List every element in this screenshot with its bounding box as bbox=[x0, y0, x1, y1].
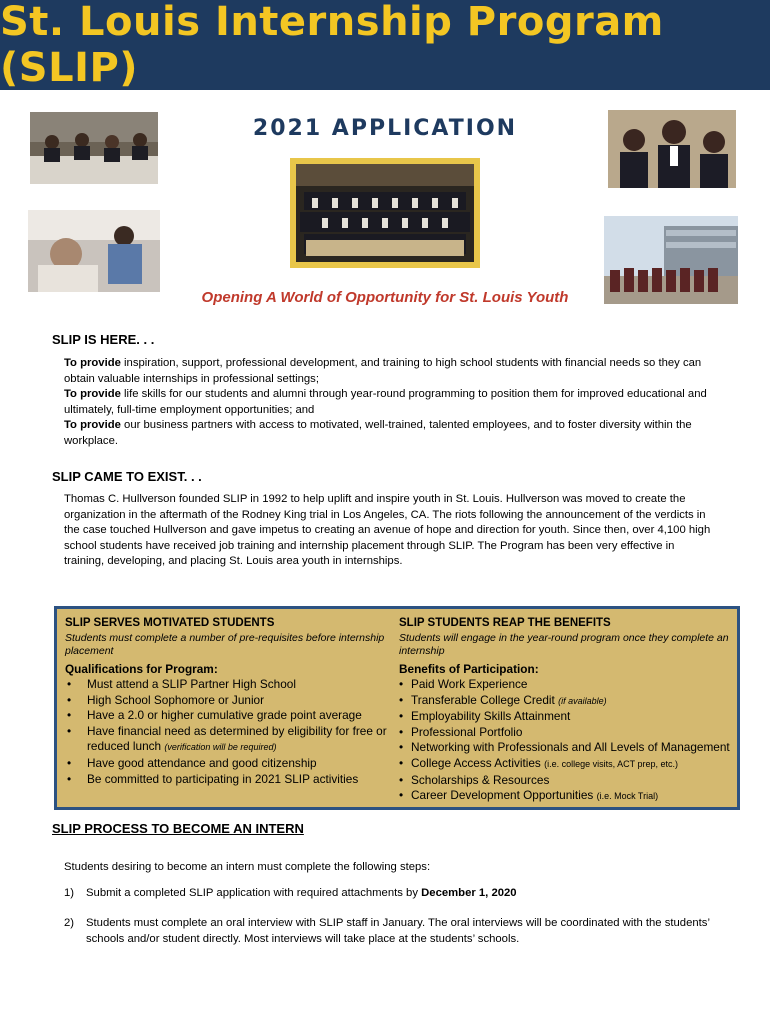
tagline: Opening A World of Opportunity for St. Louis Youth bbox=[201, 289, 569, 306]
process-step-1: 1) Submit a completed SLIP application with required attachments by December 1, 2020 bbox=[64, 886, 724, 902]
benefits-column bbox=[399, 615, 737, 805]
qualifications-label: Qualifications for Program: bbox=[65, 662, 218, 676]
purpose-item-1: To provide inspiration, support, professional development, and training to high school students with financial needs so they can obtain valuable internships in professional settings; bbox=[64, 357, 702, 385]
benefits-subtitle: Students will engage in the year-round program once they complete an internship bbox=[399, 632, 729, 657]
list-item: • Transferable College Credit (if available) bbox=[399, 693, 737, 710]
list-item: • Must attend a SLIP Partner High School bbox=[65, 677, 395, 693]
list-item: • Have good attendance and good citizenship bbox=[65, 756, 395, 772]
process-step-2: 2) Students must complete an oral interview with SLIP staff in January. The oral interviews will be coordinated with the students’ schools and/or student directly. Most interviews will take place at the students’ schools. bbox=[64, 917, 710, 945]
list-item: • Have financial need as determined by eligibility for free or reduced lunch (verification will be required) bbox=[65, 724, 395, 756]
program-title: St. Louis Internship Program (SLIP) bbox=[0, 0, 664, 91]
list-item: • High School Sophomore or Junior bbox=[65, 693, 395, 709]
list-item: • Employability Skills Attainment bbox=[399, 709, 737, 725]
qualifications-list bbox=[65, 677, 395, 787]
purpose-item-3: To provide our business partners with access to motivated, well-trained, talented employees, and to foster diversity within the workplace. bbox=[64, 419, 692, 447]
process-intro: Students desiring to become an intern must complete the following steps: bbox=[64, 861, 431, 873]
list-item: • College Access Activities (i.e. college visits, ACT prep, etc.) bbox=[399, 756, 737, 773]
application-deadline: December 1, 2020 bbox=[421, 887, 517, 899]
benefits-list bbox=[399, 677, 737, 805]
list-item: • Networking with Professionals and All Levels of Management bbox=[399, 740, 737, 756]
photo-three-students bbox=[608, 110, 736, 188]
list-item: • Have a 2.0 or higher cumulative grade point average bbox=[65, 708, 395, 724]
qualifications-heading: SLIP SERVES MOTIVATED STUDENTS bbox=[65, 617, 275, 629]
photo-group-feature bbox=[290, 158, 480, 268]
benefits-heading: SLIP STUDENTS REAP THE BENEFITS bbox=[399, 617, 611, 629]
photo-students-desk bbox=[30, 112, 158, 184]
section-heading-process: SLIP PROCESS TO BECOME AN INTERN bbox=[52, 821, 304, 836]
slip-history-text: Thomas C. Hullverson founded SLIP in 1992 to help uplift and inspire youth in St. Louis. Hullverson was moved to create the organization in the aftermath of the Rodney King trial in Los Angeles, CA. The riots following the announcement of the verdicts in the case touched Hullverson and gave impetus to creating an avenue of hope and direction for youth. Since then, over 4,100 high school students have received job training and internship placement through SLIP. The Program has been very effective in training, developing, and placing St. Louis area youth in internships. bbox=[64, 493, 711, 567]
slip-is-here-text bbox=[64, 356, 714, 449]
list-item: • Career Development Opportunities (i.e. Mock Trial) bbox=[399, 788, 737, 805]
section-heading-slip-came: SLIP CAME TO EXIST. . . bbox=[52, 469, 202, 484]
purpose-item-2: To provide life skills for our students and alumni through year-round programming to position them for improved educational and ultimately, full-time employment opportunities; and bbox=[64, 388, 707, 416]
section-heading-slip-is-here: SLIP IS HERE. . . bbox=[52, 332, 155, 347]
step-number: 1) bbox=[64, 887, 75, 899]
list-item: • Professional Portfolio bbox=[399, 725, 737, 741]
list-item: • Scholarships & Resources bbox=[399, 773, 737, 789]
list-item: • Be committed to participating in 2021 SLIP activities bbox=[65, 772, 395, 788]
benefits-label: Benefits of Participation: bbox=[399, 662, 539, 676]
application-title: 2021 APPLICATION bbox=[252, 116, 518, 141]
step-number: 2) bbox=[64, 917, 75, 929]
requirements-benefits-box bbox=[54, 606, 740, 810]
photo-healthcare-training bbox=[28, 210, 160, 292]
qualifications-subtitle: Students must complete a number of pre-requisites before internship placement bbox=[65, 632, 385, 657]
title-banner bbox=[0, 0, 770, 90]
list-item: • Paid Work Experience bbox=[399, 677, 737, 693]
qualifications-column bbox=[65, 615, 395, 787]
